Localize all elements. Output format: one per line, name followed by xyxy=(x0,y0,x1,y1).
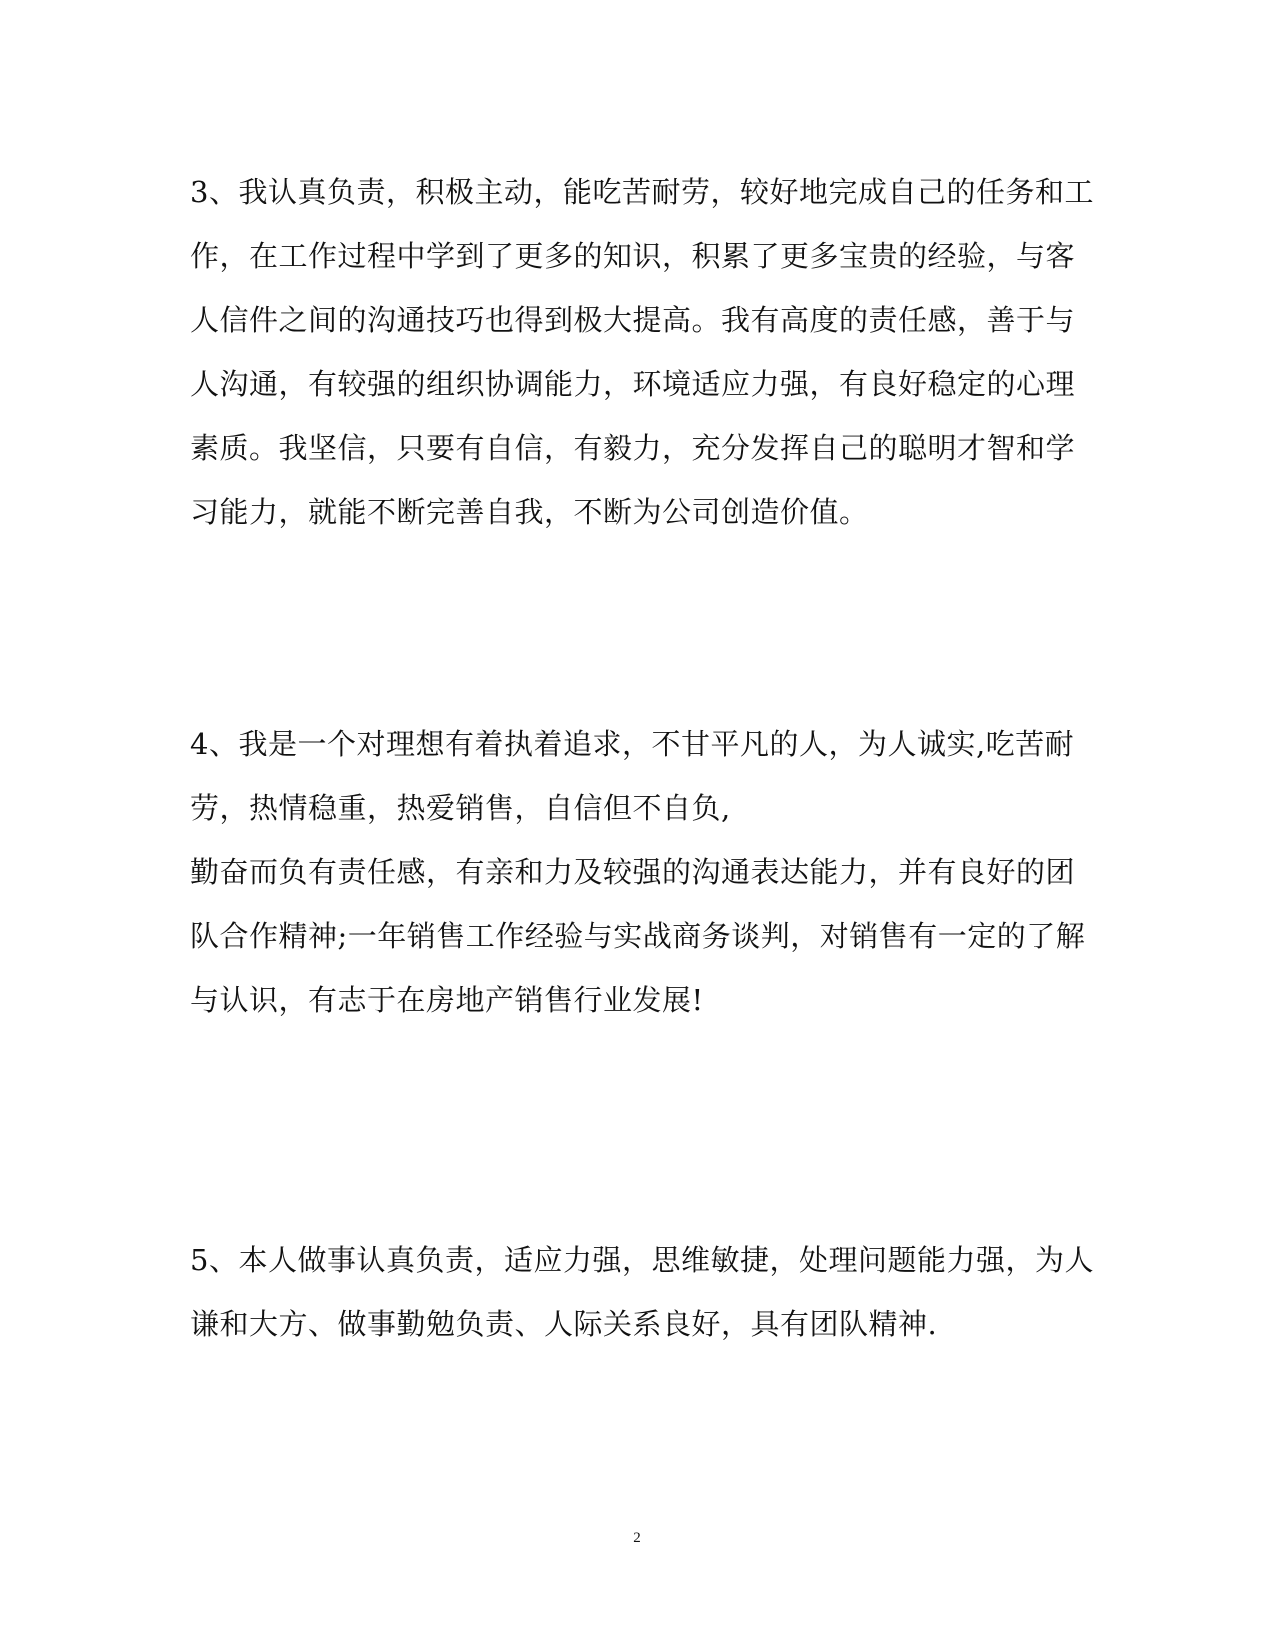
text-line: 人信件之间的沟通技巧也得到极大提高。我有高度的责任感，善于与 xyxy=(190,303,1076,337)
text-line: 习能力，就能不断完善自我，不断为公司创造价值。 xyxy=(190,495,869,529)
paragraph-4 xyxy=(190,712,1090,1032)
text-line: 与认识，有志于在房地产销售行业发展! xyxy=(190,983,704,1017)
text-line: 3、我认真负责，积极主动，能吃苦耐劳，较好地完成自己的任务和工 xyxy=(190,175,1094,209)
paragraph-3 xyxy=(190,160,1094,544)
text-line: 队合作精神;一年销售工作经验与实战商务谈判，对销售有一定的了解 xyxy=(190,919,1086,953)
text-line: 素质。我坚信，只要有自信，有毅力，充分发挥自己的聪明才智和学 xyxy=(190,431,1076,465)
paragraph-5 xyxy=(190,1228,1094,1356)
text-line: 劳，热情稳重，热爱销售，自信但不自负, xyxy=(190,791,731,825)
text-line: 4、我是一个对理想有着执着追求，不甘平凡的人，为人诚实,吃苦耐 xyxy=(190,727,1075,761)
text-line: 人沟通，有较强的组织协调能力，环境适应力强，有良好稳定的心理 xyxy=(190,367,1076,401)
text-line: 5、本人做事认真负责，适应力强，思维敏捷，处理问题能力强，为人 xyxy=(190,1243,1094,1277)
text-line: 作，在工作过程中学到了更多的知识，积累了更多宝贵的经验，与客 xyxy=(190,239,1076,273)
page-number: 2 xyxy=(633,1530,641,1546)
text-line: 勤奋而负有责任感，有亲和力及较强的沟通表达能力，并有良好的团 xyxy=(190,855,1076,889)
text-line: 谦和大方、做事勤勉负责、人际关系良好，具有团队精神. xyxy=(190,1307,938,1341)
